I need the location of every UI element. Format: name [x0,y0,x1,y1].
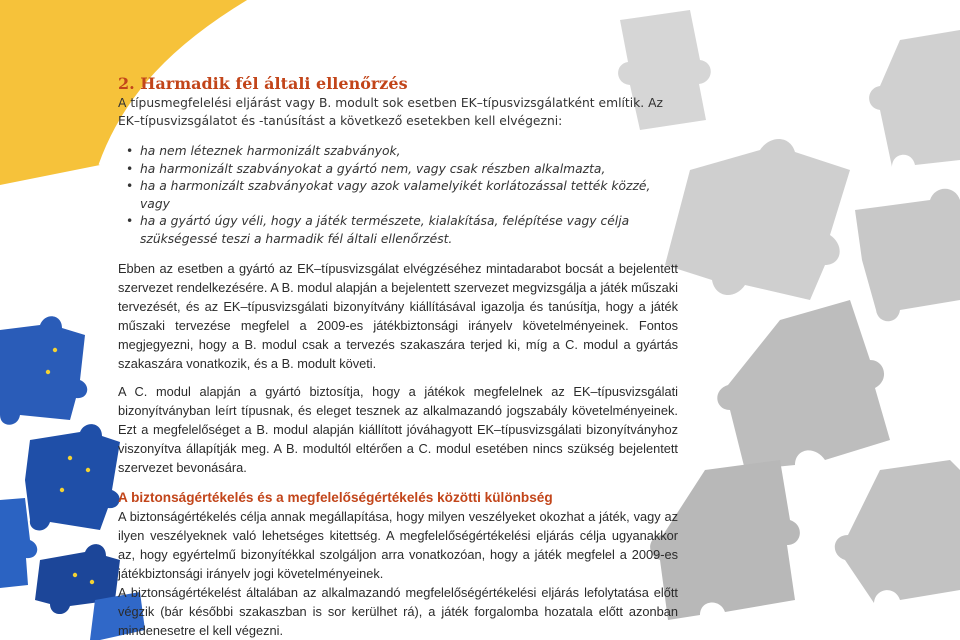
list-item: • ha nem léteznek harmonizált szabványok, [126,143,678,161]
paragraph-module-b: Ebben az esetben a gyártó az EK–típusvizsgálat elvégzéséhez mintadarabot bocsát a bejelentett szervezet rendelkezésére. A B. modul alapján a bejelentett szervezet megvizsgálja a játék műszaki tervezését, és az EK–típusvizsgálati bizonyítvány kiállításával igazolja és tanúsítja, hogy a játék műszaki tervezése megfelel a 2009-es játékbiztonsági irányelv követelményeinek. Fontos megjegyezni, hogy a B. modul csak a tervezés szakaszára terjed ki, míg a C. modul a gyártás szakaszára vonatkozik, és a B. modult követi. [118,260,678,371]
section-intro: A típusmegfelelési eljárást vagy B. modult sok esetben EK–típusvizsgálatként említik. Az EK–típusvizsgálatot és -tanúsítást a következő esetekben kell elvégezni: [118,96,663,128]
paragraph-module-c: A C. modul alapján a gyártó biztosítja, hogy a játékok megfelelnek az EK–típusvizsgálati bizonyítványban leírt típusnak, és eleget tesznek az alkalmazandó jogszabály követelményeinek. Ezt a megfelelőséget a B. modul alapján kiállított jóváhagyott EK–típusvizsgálati bizonyítványhoz viszonyítva állapítják meg. A B. modultól eltérően a C. modul esetében nincs szükség bejelentett szervezet bevonására. [118,383,678,475]
list-item: • ha harmonizált szabványokat a gyártó nem, vagy csak részben alkalmazta, [126,161,678,179]
subsection-title: A biztonságértékelés és a megfelelőségértékelés közötti különbség [118,489,553,505]
paragraph-assessment-timing: A biztonságértékelést általában az alkalmazandó megfelelőségértékelési eljárás lefolytatása előtt végzik (bár későbbi szakaszban is sor kerülhet rá), a játék forgalomba hozatala előtt azonban mindenesetre el kell végezni. [118,584,678,638]
list-item: • ha a harmonizált szabványokat vagy azok valamelyikét korlátozással tették közzé, vagy [126,178,678,213]
section-title: 2. Harmadik fél általi ellenőrzés [118,74,408,93]
main-content [118,74,678,640]
condition-list [118,143,678,249]
list-item: • ha a gyártó úgy véli, hogy a játék természete, kialakítása, felépítése vagy célja szükségessé teszi a harmadik fél általi ellenőrzést. [126,213,678,248]
paragraph-safety-assessment: A biztonságértékelés célja annak megállapítása, hogy milyen veszélyeket okozhat a játék, vagy az ilyen veszélyeknek való lehetséges kitettség. A megfelelőségértékelési eljárás célja ugyanakkor az, hogy egyértelmű bizonyítékkal szolgáljon arra vonatkozóan, hogy a játék megfelel a 2009-es játékbiztonsági irányelv jogi követelményeinek. [118,508,678,581]
